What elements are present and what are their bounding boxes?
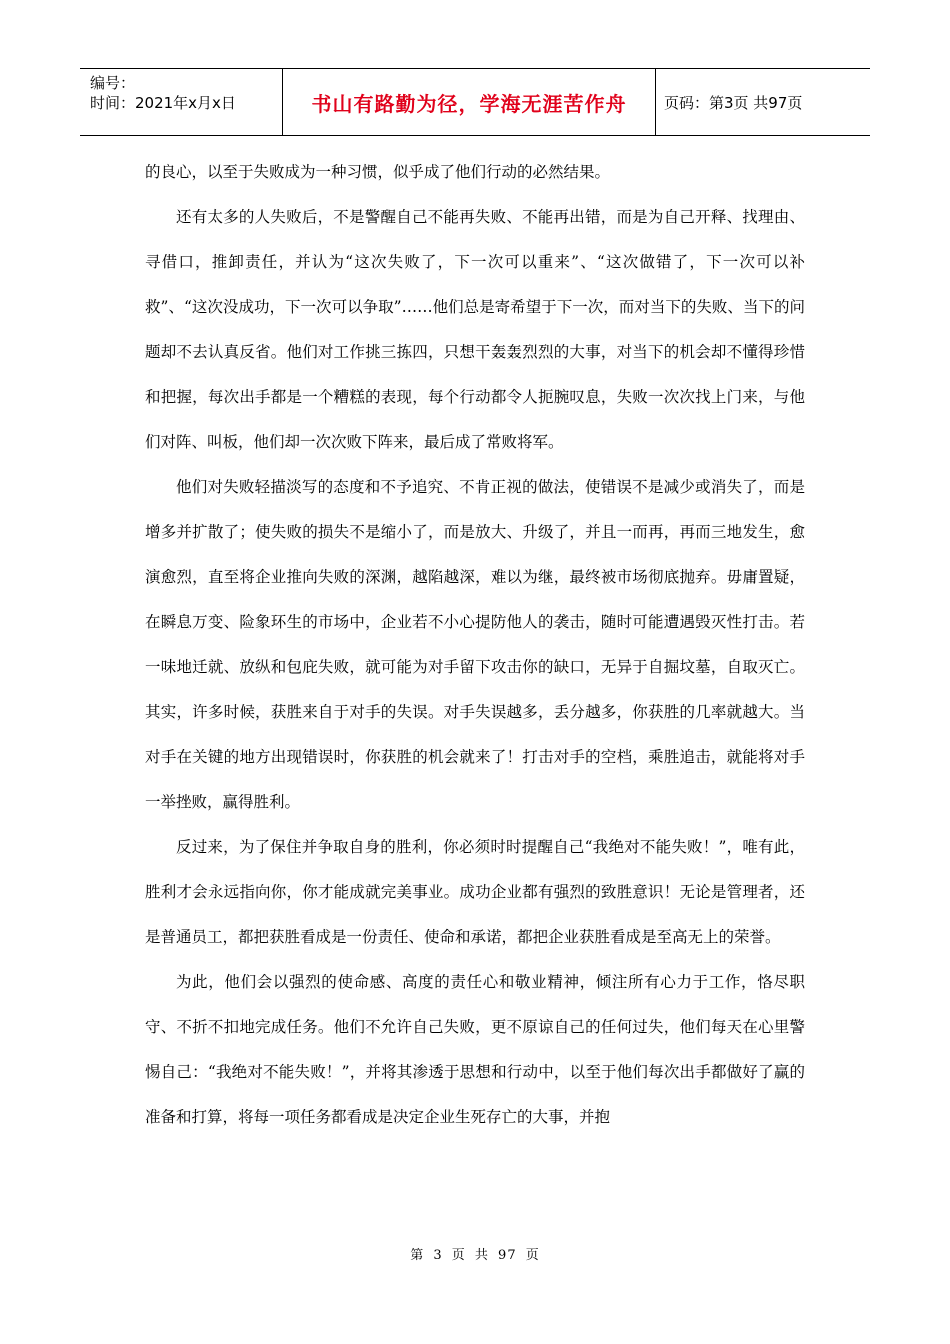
header-motto: 书山有路勤为径，学海无涯苦作舟 [282, 69, 656, 135]
doc-date: 时间：2021年x月x日 [90, 94, 236, 112]
doc-number: 编号： [90, 74, 136, 92]
paragraph: 他们对失败轻描淡写的态度和不予追究、不肯正视的做法，使错误不是减少或消失了，而是增多并扩散了；使失败的损失不是缩小了，而是放大、升级了，并且一而再，再而三地发生，愈演愈烈，直至将企业推向失败的深渊，越陷越深，难以为继，最终被市场彻底抛弃。毋庸置疑，在瞬息万变、险象环生的市场中，企业若不小心提防他人的袭击，随时可能遭遇毁灭性打击。若一味地迁就、放纵和包庇失败，就可能为对手留下攻击你的缺口，无异于自掘坟墓，自取灭亡。其实，许多时候，获胜来自于对手的失误。对手失误越多，丢分越多，你获胜的几率就越大。当对手在关键的地方出现错误时，你获胜的机会就来了！打击对手的空档，乘胜追击，就能将对手一举挫败，赢得胜利。 [145, 478, 805, 811]
header-meta [80, 69, 282, 135]
paragraph: 为此，他们会以强烈的使命感、高度的责任心和敬业精神，倾注所有心力于工作，恪尽职守、不折不扣地完成任务。他们不允许自己失败，更不原谅自己的任何过失，他们每天在心里警惕自己：“我绝对不能失败！”，并将其渗透于思想和行动中，以至于他们每次出手都做好了赢的准备和打算，将每一项任务都看成是决定企业生死存亡的大事，并抱 [145, 973, 805, 1126]
paragraph: 反过来，为了保住并争取自身的胜利，你必须时时提醒自己“我绝对不能失败！”，唯有此，胜利才会永远指向你，你才能成就完美事业。成功企业都有强烈的致胜意识！无论是管理者，还是普通员工，都把获胜看成是一份责任、使命和承诺，都把企业获胜看成是至高无上的荣誉。 [145, 838, 805, 946]
document-body [145, 150, 805, 1140]
paragraph: 的良心，以至于失败成为一种习惯，似乎成了他们行动的必然结果。 [145, 163, 611, 181]
page-header [80, 68, 870, 136]
page-footer: 第 3 页 共 97 页 [410, 1248, 540, 1263]
paragraph: 还有太多的人失败后，不是警醒自己不能再失败、不能再出错，而是为自己开释、找理由、寻借口，推卸责任，并认为“这次失败了，下一次可以重来”、“这次做错了，下一次可以补救”、“这次没成功，下一次可以争取”……他们总是寄希望于下一次，而对当下的失败、当下的问题却不去认真反省。他们对工作挑三拣四，只想干轰轰烈烈的大事，对当下的机会却不懂得珍惜和把握，每次出手都是一个糟糕的表现，每个行动都令人扼腕叹息，失败一次次找上门来，与他们对阵、叫板，他们却一次次败下阵来，最后成了常败将军。 [145, 208, 805, 451]
header-page-info: 页码：第3页 共97页 [664, 93, 803, 112]
